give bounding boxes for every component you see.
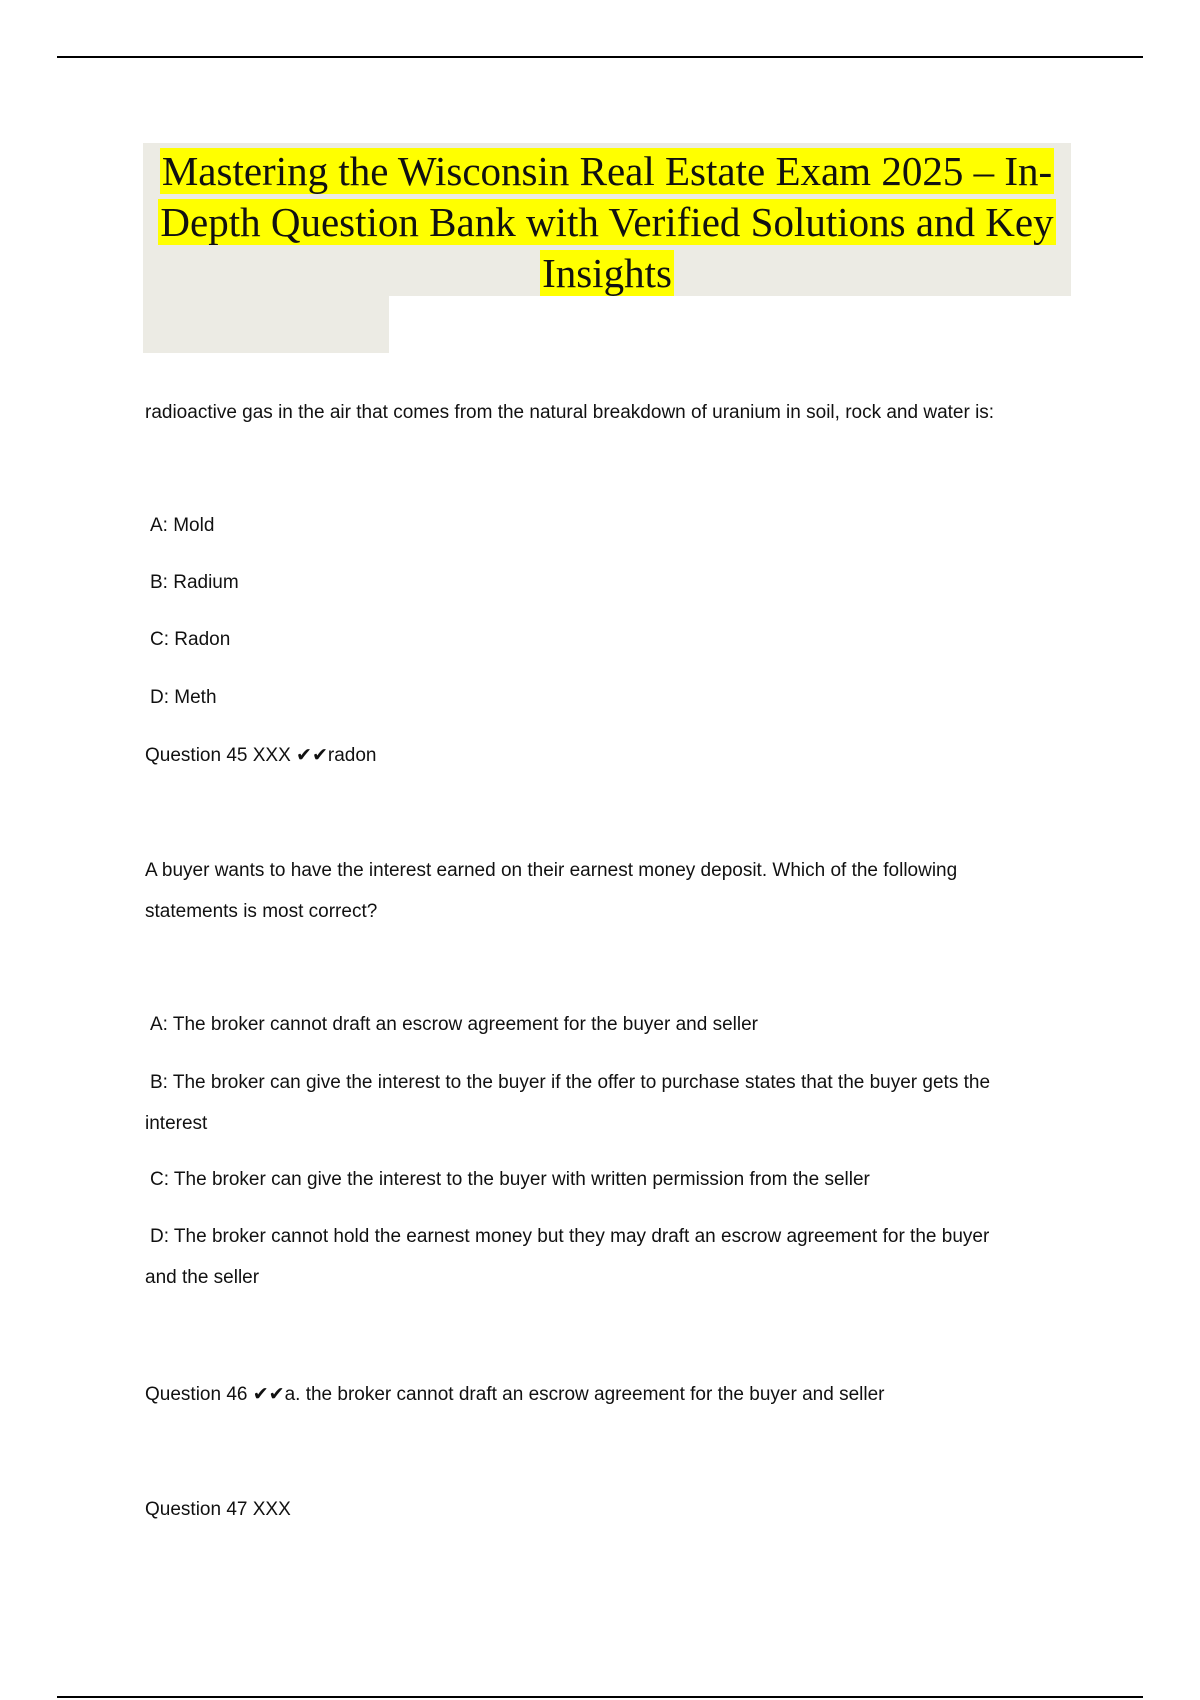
top-rule — [57, 56, 1143, 58]
title-background-tab — [143, 296, 389, 353]
q46-option-d: D: The broker cannot hold the earnest money but they may draft an escrow agreement for the buyer — [150, 1226, 990, 1247]
q46-answer: Question 46 ✔✔a. the broker cannot draft an escrow agreement for the buyer and seller — [145, 1384, 885, 1405]
q45-answer: Question 45 XXX ✔✔radon — [145, 745, 377, 766]
q46-prompt-line1: A buyer wants to have the interest earned on their earnest money deposit. Which of the following — [145, 860, 958, 881]
q46-option-c: C: The broker can give the interest to the buyer with written permission from the seller — [150, 1169, 870, 1190]
q45-option-d: D: Meth — [150, 687, 217, 708]
q46-option-d-cont: and the seller — [145, 1267, 260, 1288]
q45-option-a: A: Mold — [150, 515, 215, 536]
q46-option-b: B: The broker can give the interest to the buyer if the offer to purchase states that the buyer gets the — [150, 1072, 991, 1093]
document-title: Mastering the Wisconsin Real Estate Exam 2025 – In-Depth Question Bank with Verified Solutions and Key Insights — [160, 148, 1054, 296]
q45-prompt: radioactive gas in the air that comes from the natural breakdown of uranium in soil, rock and water is: — [145, 402, 995, 423]
q45-option-c: C: Radon — [150, 629, 231, 650]
bottom-rule — [57, 1696, 1143, 1698]
q45-option-b: B: Radium — [150, 572, 239, 593]
q46-prompt-line2: statements is most correct? — [145, 901, 378, 922]
q46-option-a: A: The broker cannot draft an escrow agreement for the buyer and seller — [150, 1014, 758, 1035]
q47-label: Question 47 XXX — [145, 1499, 291, 1520]
q46-option-b-cont: interest — [145, 1113, 208, 1134]
